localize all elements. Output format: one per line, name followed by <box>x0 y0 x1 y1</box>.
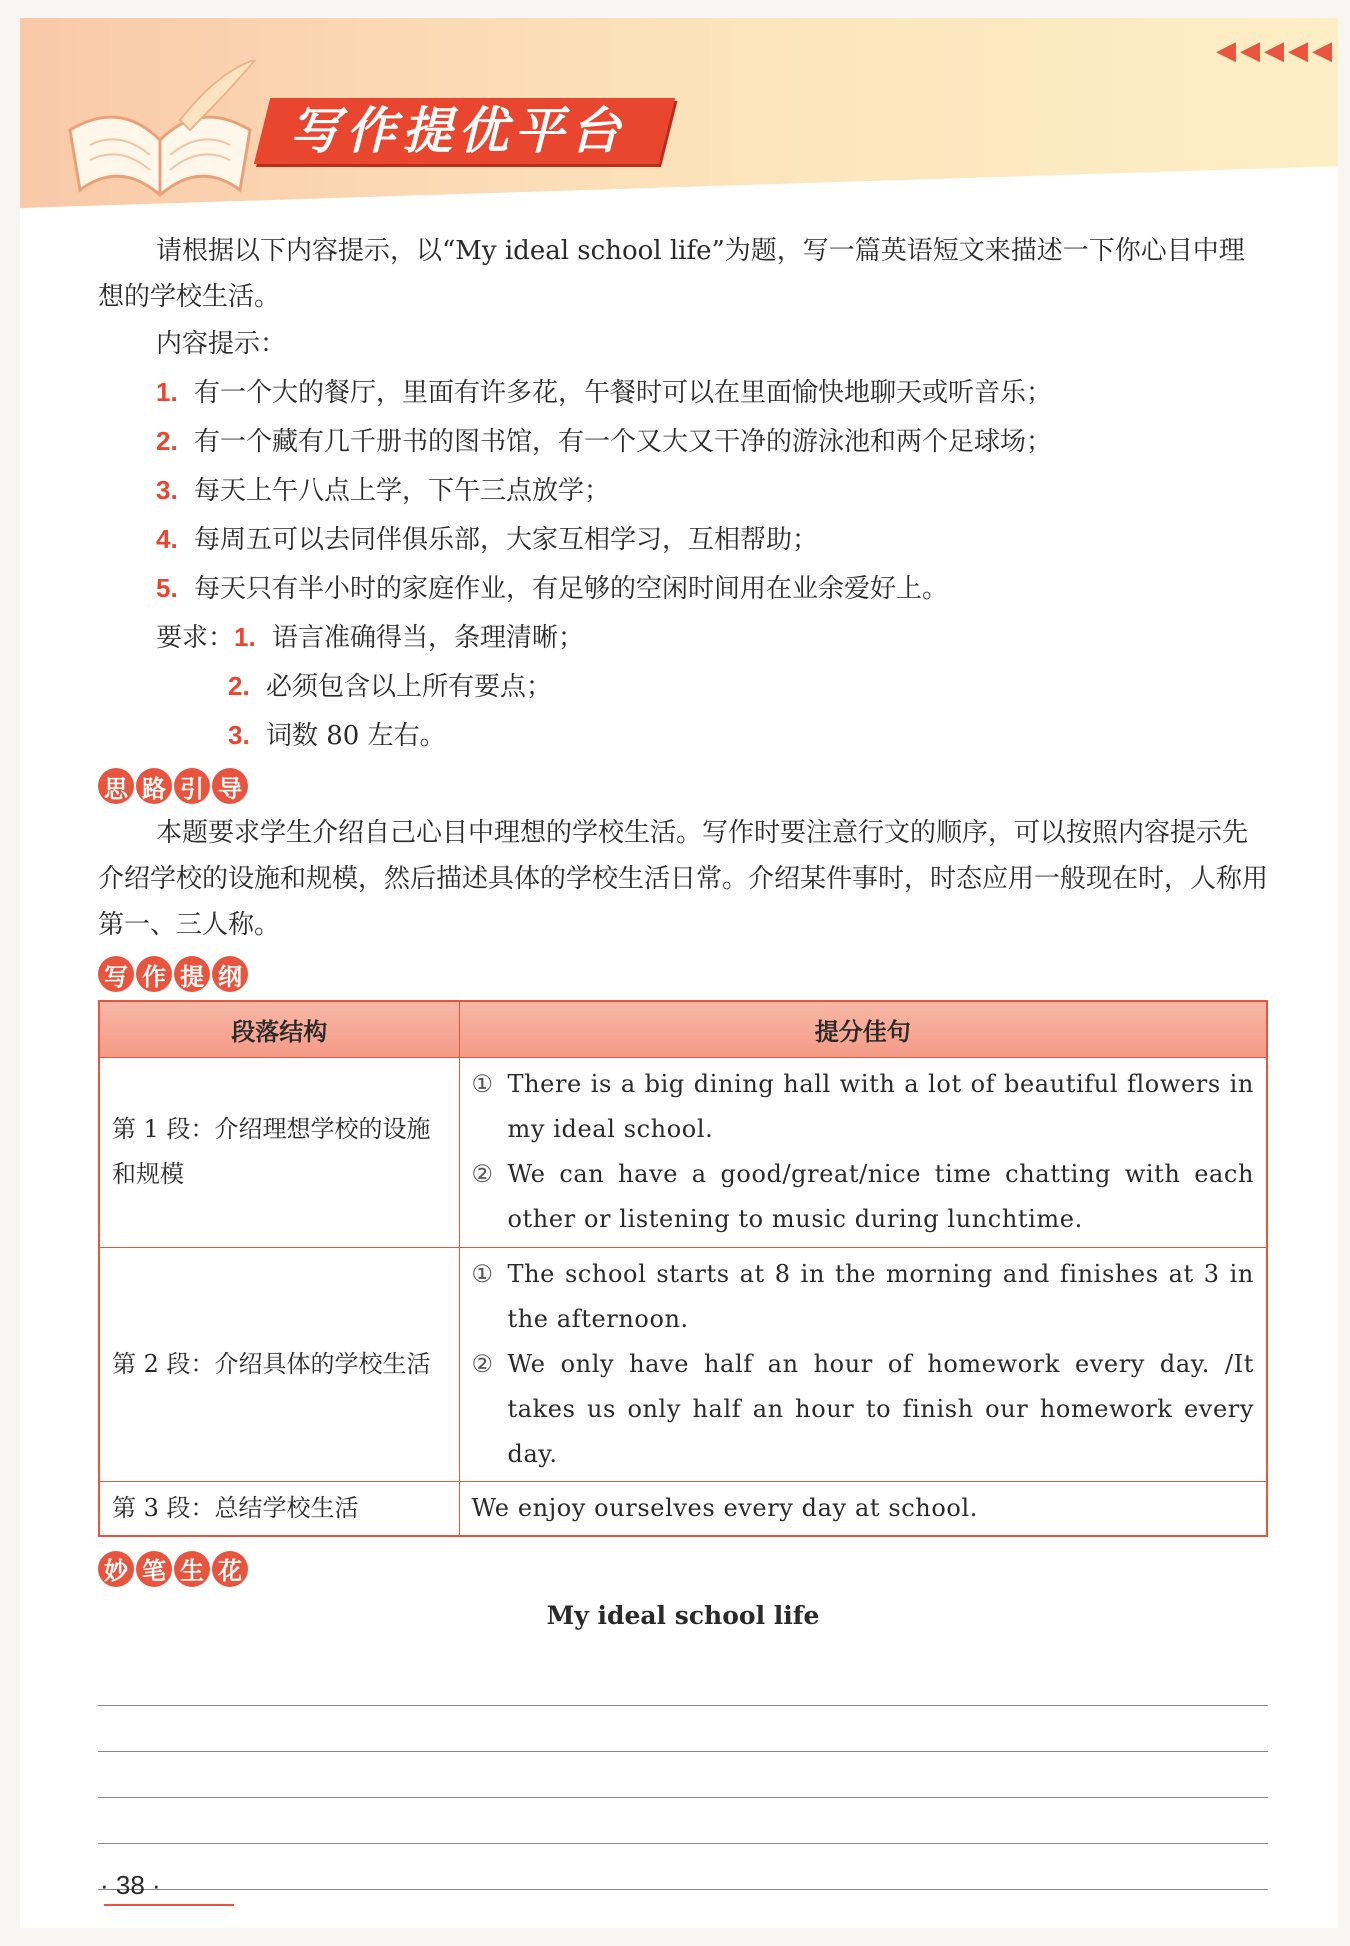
table-row <box>99 1247 1267 1481</box>
writing-line[interactable] <box>98 1706 1268 1752</box>
hint-item <box>98 564 1268 613</box>
column-header-sentences: 提分佳句 <box>459 1001 1267 1057</box>
sentences-cell <box>459 1057 1267 1247</box>
structure-cell: 第 1 段：介绍理想学校的设施和规模 <box>99 1057 459 1247</box>
writing-area[interactable] <box>98 1660 1268 1890</box>
tag-char: 生 <box>174 1551 210 1587</box>
hints-label: 内容提示： <box>156 329 287 359</box>
requirements-label: 要求： <box>156 623 235 653</box>
requirement-number: 1. <box>234 622 256 652</box>
table-row <box>99 1057 1267 1247</box>
tag-char: 纲 <box>212 956 248 992</box>
hint-item <box>98 515 1268 564</box>
guide-text: 本题要求学生介绍自己心目中理想的学校生活。写作时要注意行文的顺序，可以按照内容提示先介绍学校的设施和规模，然后描述具体的学校生活日常。介绍某件事时，时态应用一般现在时，人称用第一、三人称。 <box>98 818 1269 940</box>
sentence-item <box>472 1152 1255 1242</box>
hint-number: 5. <box>156 573 178 603</box>
structure-cell: 第 2 段：介绍具体的学校生活 <box>99 1247 459 1481</box>
tag-char: 写 <box>98 956 134 992</box>
requirement-item <box>98 613 1268 662</box>
table-row <box>99 1481 1267 1536</box>
sentence-item <box>472 1342 1255 1477</box>
hint-number: 4. <box>156 524 178 554</box>
sentence-item <box>472 1486 1255 1531</box>
section-title: 写作提优平台 <box>290 102 626 160</box>
writing-line[interactable] <box>98 1660 1268 1706</box>
sentence-text: We only have half an hour of homework every day. /It takes us only half an hour to finish our homework every day. <box>507 1349 1254 1468</box>
tag-char: 提 <box>174 956 210 992</box>
task-intro: 请根据以下内容提示，以“My ideal school life”为题，写一篇英语短文来描述一下你心目中理想的学校生活。 <box>98 236 1245 312</box>
sentence-marker: ② <box>471 1160 494 1188</box>
structure-cell: 第 3 段：总结学校生活 <box>99 1481 459 1536</box>
requirement-number: 2. <box>228 671 250 701</box>
writing-line[interactable] <box>98 1752 1268 1798</box>
hint-text: 每天只有半小时的家庭作业，有足够的空闲时间用在业余爱好上。 <box>194 574 949 604</box>
hint-number: 1. <box>156 377 178 407</box>
requirement-text: 语言准确得当，条理清晰； <box>272 623 585 653</box>
page-number-underline <box>104 1902 234 1906</box>
requirement-number: 3. <box>228 720 250 750</box>
sentence-text: We can have a good/great/nice time chatting with each other or listening to music during lunchtime. <box>507 1160 1254 1233</box>
sentence-marker: ② <box>471 1349 494 1378</box>
guide-tag <box>98 768 1268 804</box>
tag-char: 引 <box>174 768 210 804</box>
sentence-marker: ① <box>471 1259 494 1288</box>
hint-text: 有一个藏有几千册书的图书馆，有一个又大又干净的游泳池和两个足球场； <box>194 427 1053 457</box>
tag-char: 思 <box>98 768 134 804</box>
hint-item <box>98 466 1268 515</box>
sentence-item <box>472 1252 1255 1342</box>
writing-line[interactable] <box>98 1798 1268 1844</box>
sentence-marker: ① <box>471 1070 494 1098</box>
page-number: · 38 · <box>100 1870 161 1900</box>
requirement-text: 词数 80 左右。 <box>266 721 446 751</box>
hint-text: 每周五可以去同伴俱乐部，大家互相学习，互相帮助； <box>194 525 819 555</box>
tag-char: 路 <box>136 768 172 804</box>
essay-title: My ideal school life <box>546 1600 820 1630</box>
sentence-text: There is a big dining hall with a lot of beautiful flowers in my ideal school. <box>507 1070 1254 1143</box>
sentences-cell <box>459 1247 1267 1481</box>
open-book-icon <box>60 60 260 210</box>
outline-tag <box>98 956 1268 992</box>
hint-text: 每天上午八点上学，下午三点放学； <box>194 476 611 506</box>
tag-char: 妙 <box>98 1551 134 1587</box>
requirement-item <box>98 662 1268 711</box>
tag-char: 花 <box>212 1551 248 1587</box>
hint-text: 有一个大的餐厅，里面有许多花，午餐时可以在里面愉快地聊天或听音乐； <box>194 378 1053 408</box>
requirement-text: 必须包含以上所有要点； <box>266 672 553 702</box>
table-header-row <box>99 1001 1267 1057</box>
tag-char: 作 <box>136 956 172 992</box>
sentences-cell <box>459 1481 1267 1536</box>
hint-item <box>98 417 1268 466</box>
sentence-text: We enjoy ourselves every day at school. <box>471 1493 978 1522</box>
hint-number: 2. <box>156 426 178 456</box>
sentence-item <box>472 1062 1255 1152</box>
requirement-item <box>98 711 1268 760</box>
arrow-decoration-icon: ◀◀◀◀◀ <box>1216 36 1336 66</box>
writing-line[interactable] <box>98 1844 1268 1890</box>
writing-tag <box>98 1551 1268 1587</box>
column-header-structure: 段落结构 <box>99 1001 459 1057</box>
hint-number: 3. <box>156 475 178 505</box>
tag-char: 笔 <box>136 1551 172 1587</box>
tag-char: 导 <box>212 768 248 804</box>
hint-item <box>98 368 1268 417</box>
outline-table <box>98 1000 1268 1537</box>
main-content <box>98 222 1268 1890</box>
sentence-text: The school starts at 8 in the morning and finishes at 3 in the afternoon. <box>507 1259 1254 1333</box>
